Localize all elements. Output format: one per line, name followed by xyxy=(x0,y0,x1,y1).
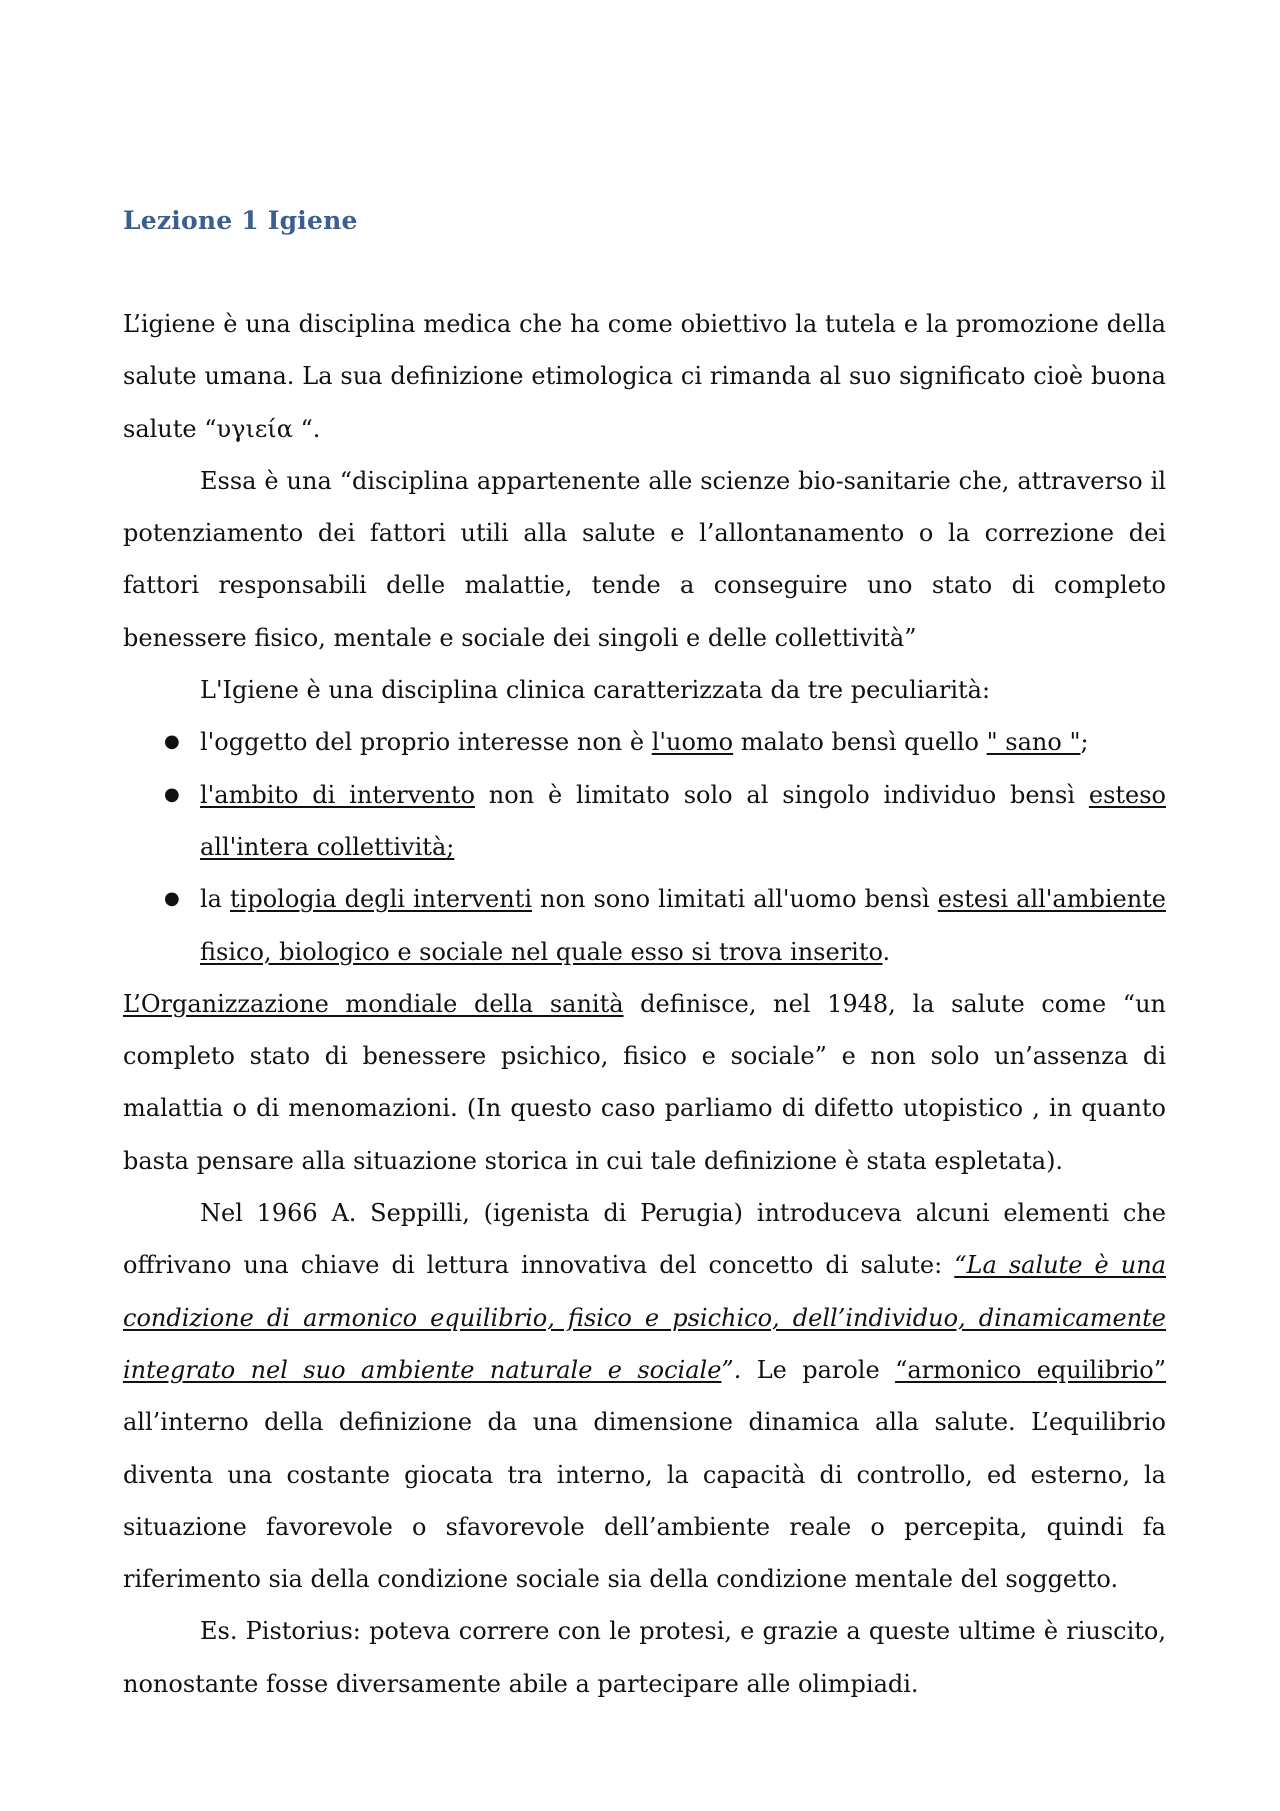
paragraph-text: Nel 1966 A. Seppilli, (igenista di Perugia) introduceva alcuni elementi che offrivano una chiave di lettura innovativa del concetto di salute: xyxy=(123,1199,1166,1280)
paragraph-text: all’interno della definizione da una dimensione dinamica alla salute. L’equilibrio diventa una costante giocata tra interno, la capacità di controllo, ed esterno, la situazione favorevole o sfavorevole dell’ambiente reale o percepita, quindi fa riferimento sia della condizione sociale sia della condizione mentale del soggetto. xyxy=(123,1408,1166,1594)
list-item xyxy=(123,769,1166,874)
paragraph-text: definisce, nel 1948, la salute come “un completo stato di benessere psichico, fisico e sociale” e non solo un’assenza di malattia o di menomazioni. (In questo caso parliamo di difetto utopistico , in quanto basta pensare alla situazione storica in cui tale definizione è stata espletata). xyxy=(123,989,1166,1175)
bullet-icon: ● xyxy=(164,888,180,910)
underlined-text: estesi all'ambiente fisico, biologico e sociale nel quale esso si trova inserito xyxy=(200,885,1167,966)
list-item xyxy=(123,716,1166,768)
list-item-text: non è limitato solo al singolo individuo bensì xyxy=(474,780,1089,809)
list-item-text: non sono limitati all'uomo bensì xyxy=(532,885,938,914)
list-item-text: la xyxy=(200,885,231,914)
list-item-text: ; xyxy=(1080,728,1089,757)
paragraph-example: Es. Pistorius: poteva correre con le protesi, e grazie a queste ultime è riuscito, nonostante fosse diversamente abile a partecipare alle olimpiadi. xyxy=(123,1617,1166,1698)
paragraph-peculiarities: L'Igiene è una disciplina clinica caratterizzata da tre peculiarità: xyxy=(200,676,991,705)
underlined-text: esteso all'intera collettività; xyxy=(200,780,1166,861)
underlined-text: l'uomo xyxy=(651,728,734,757)
underlined-text: tipologia degli interventi xyxy=(230,885,532,914)
paragraph-discipline: Essa è una “disciplina appartenente alle scienze bio-sanitarie che, attraverso il potenziamento dei fattori utili alla salute e l’allontanamento o la correzione dei fattori responsabili delle malattie, tende a conseguire uno stato di completo benessere fisico, mentale e sociale dei singoli e delle collettività” xyxy=(123,466,1166,652)
lesson-title: Lezione 1 Igiene xyxy=(123,206,358,235)
list-item-text: malato bensì quello xyxy=(733,728,987,757)
bullet-icon: ● xyxy=(164,783,180,805)
underlined-text: “armonico equilibrio” xyxy=(895,1355,1166,1384)
list-item-text: l'oggetto del proprio interesse non è xyxy=(200,728,652,757)
paragraph-seppilli xyxy=(123,1187,1166,1605)
bullet-icon: ● xyxy=(164,731,180,753)
underlined-text: L’Organizzazione mondiale della sanità xyxy=(123,989,624,1018)
list-item xyxy=(123,873,1166,978)
underlined-text: l'ambito di intervento xyxy=(200,780,475,809)
underlined-text: " sano " xyxy=(986,728,1081,757)
list-item-text: . xyxy=(882,937,891,966)
paragraph-text: Le parole xyxy=(741,1355,896,1384)
peculiarities-list xyxy=(123,716,1166,977)
paragraph-text: ”. xyxy=(721,1355,742,1384)
italic-quote: “La salute è una condizione di armonico equilibrio, fisico e psichico, dell’individuo, dinamicamente integrato nel suo ambiente naturale e sociale xyxy=(123,1251,1166,1384)
paragraph-definition: L’igiene è una disciplina medica che ha come obiettivo la tutela e la promozione della salute umana. La sua definizione etimologica ci rimanda al suo significato cioè buona salute “υγιεία “. xyxy=(123,310,1166,443)
paragraph-who-definition xyxy=(123,978,1166,1187)
document-body xyxy=(123,298,1166,1710)
